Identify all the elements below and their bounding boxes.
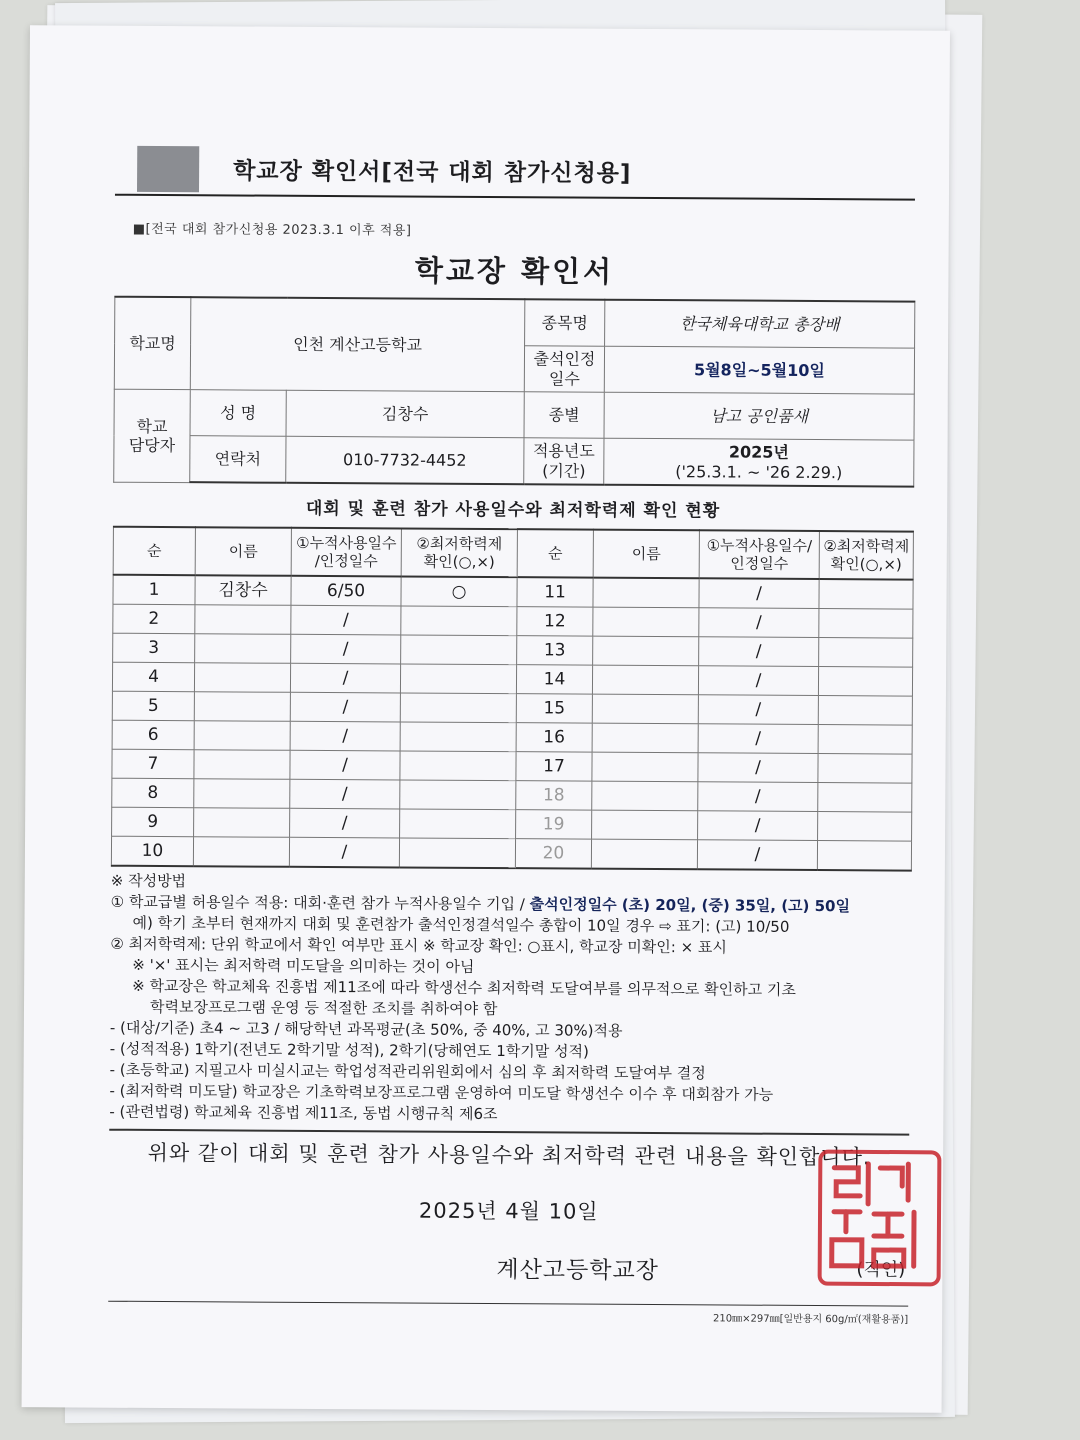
official-seal [818, 1150, 942, 1287]
instructions [109, 871, 911, 1128]
row-check-right [819, 609, 913, 639]
year-label: 적용년도 (기간) [524, 438, 604, 485]
row-days-right: / [699, 608, 819, 638]
row-number-left: 6 [112, 720, 194, 750]
row-check-left [400, 664, 516, 694]
row-check-right [818, 725, 912, 755]
row-days-left: / [290, 808, 400, 838]
form-header [115, 146, 915, 201]
category-label: 종별 [524, 392, 604, 438]
info-table [113, 296, 915, 488]
instruction-line: 예) 학기 초부터 현재까지 대회 및 훈련참가 출석인정결석일수 총합이 10일 경우 ⇨ 표기: (고) 10/50 [132, 913, 790, 936]
row-days-left: 6/50 [291, 576, 401, 606]
school-label: 학교명 [114, 297, 191, 390]
row-name-right [592, 694, 698, 724]
row-number-right: 17 [516, 752, 592, 781]
seal-glyph-icon [822, 1154, 938, 1283]
contact-group-label: 학교 담당자 [114, 389, 191, 482]
row-name-right [592, 781, 698, 811]
row-number-right: 20 [515, 839, 591, 869]
name-value: 김창수 [286, 390, 524, 437]
row-name-left [194, 750, 290, 780]
row-check-right [818, 667, 912, 697]
row-number-left: 4 [112, 662, 194, 692]
instruction-line: - (관련법령) 학교체육 진흥법 제11조, 동법 시행규칙 제6조 [109, 1102, 498, 1124]
row-name-right [593, 607, 699, 637]
row-name-left [193, 837, 289, 867]
instruction-line: - (초등학교) 지필고사 미실시교는 학업성적관리위원회에서 심의 후 최저학력 도달여부 결정 [109, 1060, 706, 1083]
row-name-left [194, 808, 290, 838]
row-days-right: / [698, 724, 818, 754]
phone-label: 연락처 [190, 436, 286, 483]
table-row [113, 575, 913, 609]
row-check-left [401, 606, 517, 636]
category-value: 남고 공인품새 [604, 392, 914, 440]
row-days-left: / [291, 605, 401, 635]
header-name-left: 이름 [195, 527, 291, 576]
table-row [111, 836, 911, 870]
row-days-right: / [698, 695, 818, 725]
row-name-left [194, 692, 290, 722]
row-days-right: / [699, 578, 819, 608]
row-days-left: / [289, 837, 399, 867]
row-name-right [592, 723, 698, 753]
row-number-left: 10 [111, 836, 193, 866]
instruction-line: - (대상/기준) 초4 ~ 고3 / 해당학년 과목평균(초 50%, 중 40%, 고 30%)적용 [109, 1018, 623, 1040]
divider [109, 1129, 909, 1136]
apply-note: ■[전국 대회 참가신청용 2023.3.1 이후 적용] [132, 221, 412, 239]
year-period: ('25.3.1. ~ '26 2.29.) [675, 461, 843, 482]
instruction-emphasis: 출석인정일수 (초) 20일, (중) 35일, (고) 50일 [529, 895, 851, 916]
name-label: 성 명 [190, 390, 286, 437]
header-gray-block [137, 146, 199, 192]
row-days-left: / [290, 721, 400, 751]
row-number-left: 1 [113, 575, 195, 605]
row-days-right: / [698, 782, 818, 812]
row-check-left: ○ [401, 576, 517, 606]
row-check-right [819, 638, 913, 668]
table-header-row [113, 527, 913, 580]
row-name-left [194, 779, 290, 809]
row-name-right [593, 636, 699, 666]
row-days-right: / [698, 753, 818, 783]
form-header-title: 학교장 확인서[전국 대회 참가신청용] [233, 158, 632, 187]
instructions-heading: ※ 작성방법 [110, 871, 187, 891]
row-check-left [400, 751, 516, 781]
row-number-left: 3 [113, 633, 195, 663]
row-number-right: 11 [517, 577, 593, 607]
signer-area [108, 1241, 908, 1306]
row-check-left [400, 693, 516, 723]
instruction-line: ※ '×' 표시는 최저학력 미도달을 의미하는 것이 아님 [132, 955, 475, 976]
row-days-right: / [698, 811, 818, 841]
row-days-left: / [290, 779, 400, 809]
row-days-left: / [290, 663, 400, 693]
document-body [108, 146, 915, 1326]
row-name-left [194, 721, 290, 751]
row-number-right: 12 [517, 607, 593, 636]
row-number-right: 13 [517, 636, 593, 665]
row-name-right [592, 752, 698, 782]
document-page [22, 25, 950, 1413]
row-name-left [195, 634, 291, 664]
row-days-left: / [291, 634, 401, 664]
header-name-right: 이름 [593, 530, 699, 579]
row-number-right: 15 [516, 694, 592, 723]
paper-spec: 210㎜×297㎜[일반용지 60g/㎡(재활용품)] [713, 1313, 909, 1326]
confirm-statement: 위와 같이 대회 및 훈련 참가 사용일수와 최저학력 관련 내용을 확인합니다. [147, 1140, 871, 1170]
header-check-right: ②최저학력제 확인(○,×) [819, 531, 913, 580]
row-number-left: 7 [112, 749, 194, 779]
row-name-right [591, 839, 697, 869]
attend-value: 5월8일~5월10일 [604, 346, 914, 394]
instruction-line: ※ 학교장은 학교체육 진흥법 제11조에 따라 학생선수 최저학력 도달여부를 의무적으로 확인하고 기초 [132, 976, 796, 999]
row-check-right [818, 783, 912, 813]
row-days-left: / [290, 692, 400, 722]
row-days-right: / [699, 637, 819, 667]
instruction-line: ② 최저학력제: 단위 학교에서 확인 여부만 표시 ※ 학교장 확인: ○표시, 학교장 미확인: × 표시 [110, 934, 727, 957]
row-number-right: 19 [516, 810, 592, 839]
instruction-text: ① 학교급별 허용일수 적용: 대회·훈련 참가 누적사용일수 기입 / [110, 892, 530, 914]
event-label: 종목명 [525, 299, 605, 346]
row-days-left: / [290, 750, 400, 780]
attend-label: 출석인정 일수 [524, 346, 604, 392]
row-number-left: 8 [112, 778, 194, 808]
instruction-line: - (최저학력 미도달) 학교장은 기초학력보장프로그램 운영하여 미도달 학생선수 이수 후 대회참가 가능 [109, 1081, 774, 1104]
row-name-left [194, 663, 290, 693]
row-days-right: / [697, 840, 817, 870]
row-days-right: / [698, 666, 818, 696]
row-check-left [400, 722, 516, 752]
row-check-right [818, 812, 912, 842]
event-value: 한국체육대학교 총장배 [605, 300, 915, 348]
school-value: 인천 계산고등학교 [190, 297, 525, 392]
header-days-left: ①누적사용일수 /인정일수 [291, 528, 401, 577]
issue-date: 2025년 4월 10일 [418, 1198, 599, 1224]
row-number-left: 5 [112, 691, 194, 721]
row-number-left: 2 [113, 604, 195, 634]
row-number-left: 9 [112, 807, 194, 837]
row-name-right [592, 810, 698, 840]
year-value: 2025년 [728, 442, 789, 463]
row-check-right [819, 579, 913, 609]
header-no-right: 순 [517, 529, 593, 577]
instruction-line: - (성적적용) 1학기(전년도 2학기말 성적), 2학기(당해연도 1학기말 성적) [109, 1039, 589, 1061]
instruction-line: 학력보장프로그램 운영 등 적절한 조치를 취하여야 함 [149, 997, 498, 1019]
row-number-right: 16 [516, 723, 592, 752]
header-check-left: ②최저학력제 확인(○,×) [401, 528, 517, 577]
document-title: 학교장 확인서 [414, 253, 615, 289]
row-name-right [593, 578, 699, 608]
row-name-left [195, 605, 291, 635]
row-check-left [401, 635, 517, 665]
row-check-right [818, 754, 912, 784]
row-name-right [592, 665, 698, 695]
section-title: 대회 및 훈련 참가 사용일수와 최저학력제 확인 현황 [305, 498, 721, 522]
row-name-left: 김창수 [195, 575, 291, 605]
year-cell [604, 438, 914, 486]
row-number-right: 18 [516, 781, 592, 810]
row-check-left [400, 780, 516, 810]
header-days-right: ①누적사용일수/ 인정일수 [699, 530, 819, 579]
phone-value: 010-7732-4452 [286, 436, 524, 484]
row-check-left [399, 838, 515, 868]
row-number-right: 14 [516, 665, 592, 694]
header-no-left: 순 [113, 527, 195, 576]
row-check-right [817, 841, 911, 871]
row-check-left [400, 809, 516, 839]
signer-name: 계산고등학교장 [496, 1257, 660, 1285]
usage-table [111, 526, 914, 872]
row-check-right [818, 696, 912, 726]
stamp-label: (직인) [856, 1259, 906, 1281]
